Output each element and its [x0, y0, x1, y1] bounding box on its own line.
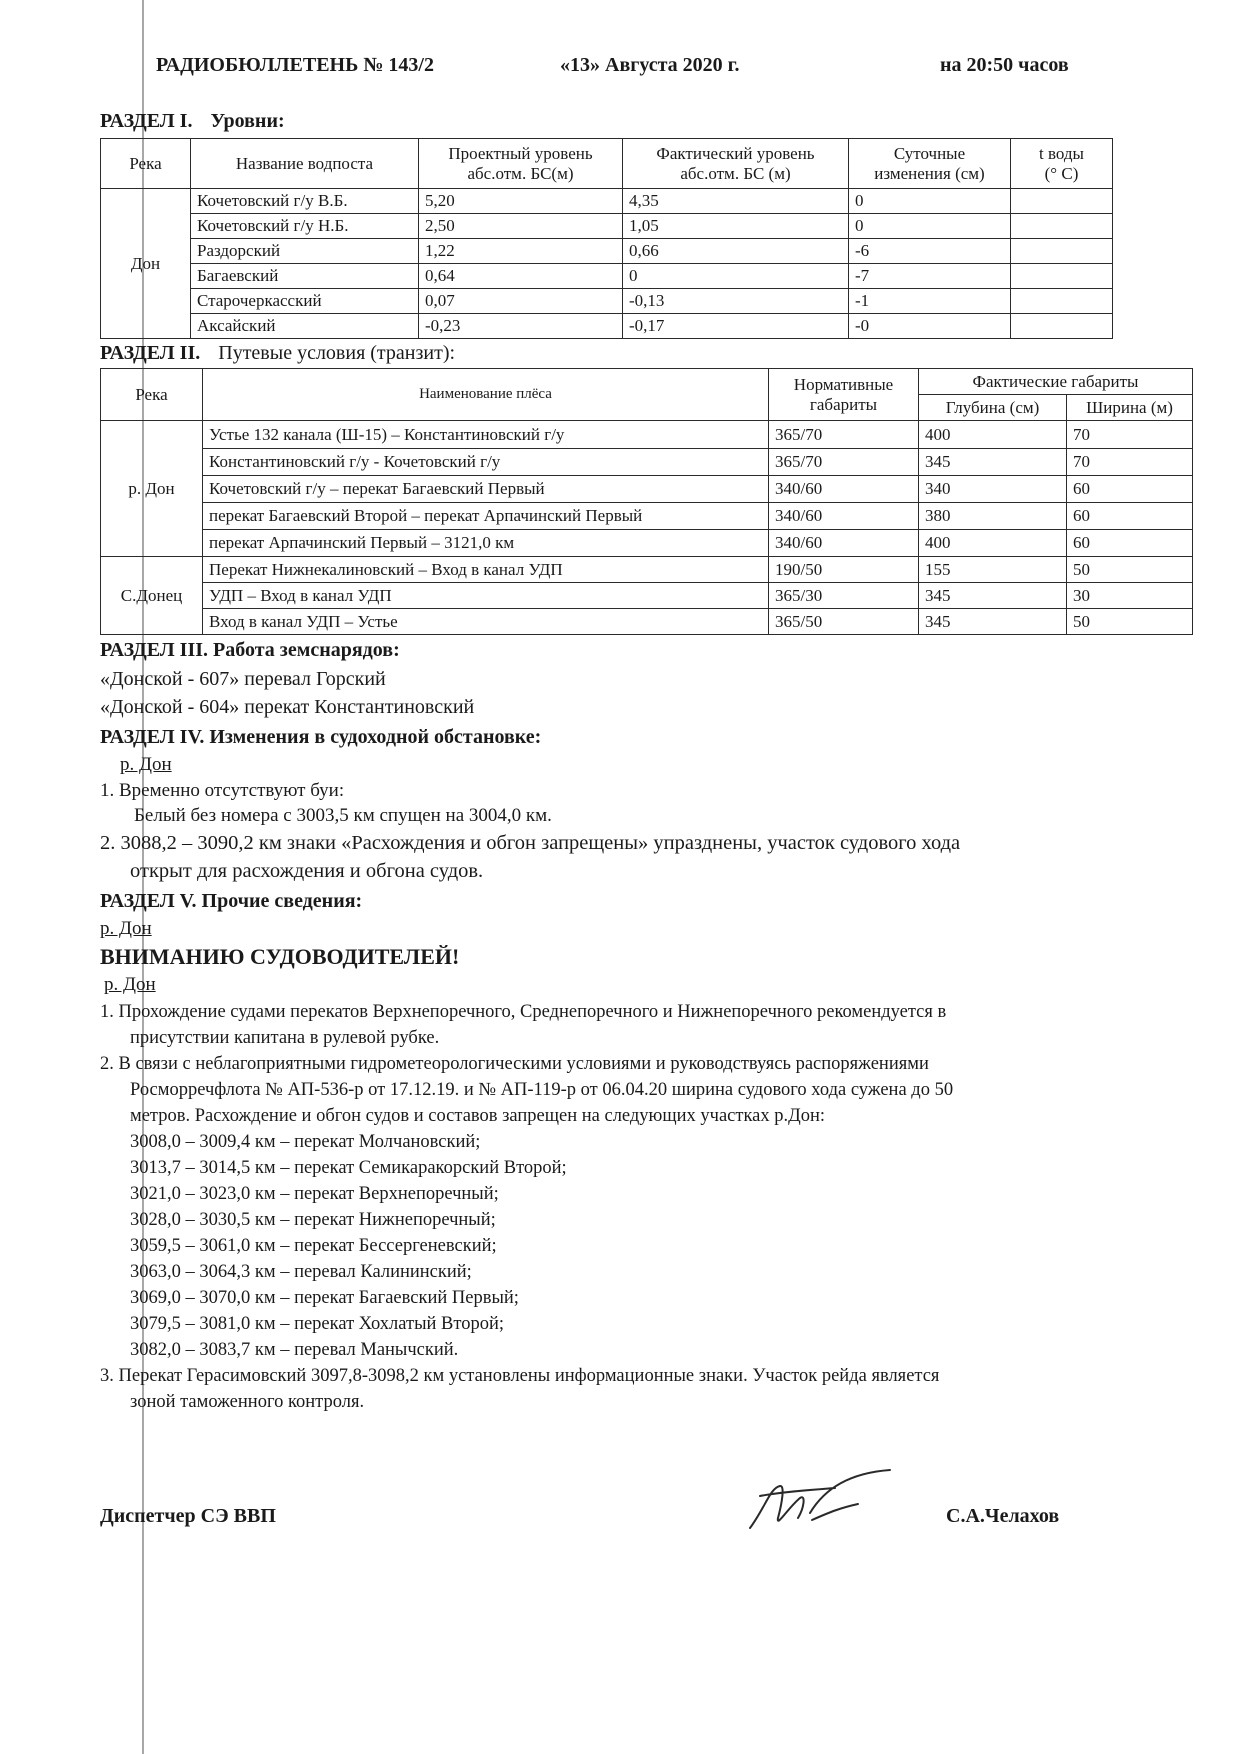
norm-dims: 365/50: [769, 609, 919, 635]
actual-width: 50: [1067, 609, 1193, 635]
table-row: [101, 557, 1193, 583]
stretch-name: перекат Багаевский Второй – перекат Арпачинский Первый: [203, 503, 769, 530]
transit-header-row: [101, 369, 1193, 395]
water-temp: [1011, 239, 1113, 264]
actual-depth: 400: [919, 530, 1067, 557]
stretch-name: Кочетовский г/у – перекат Багаевский Первый: [203, 476, 769, 503]
list-item: 3021,0 – 3023,0 км – перекат Верхнепоречный;: [130, 1184, 499, 1204]
levels-header-river: Река: [101, 139, 191, 189]
actual-level: 0,66: [623, 239, 849, 264]
bulletin-number: РАДИОБЮЛЛЕТЕНЬ № 143/2: [156, 54, 434, 76]
actual-depth: 345: [919, 449, 1067, 476]
actual-width: 70: [1067, 449, 1193, 476]
list-item: 3008,0 – 3009,4 км – перекат Молчановский;: [130, 1132, 481, 1152]
levels-header-daily: Суточные изменения (см): [849, 139, 1011, 189]
actual-width: 60: [1067, 503, 1193, 530]
table-row: [101, 314, 1113, 339]
table-row: [101, 583, 1193, 609]
section4-river: р. Дон: [120, 754, 172, 775]
design-level: 0,64: [419, 264, 623, 289]
transit-header-river: Река: [101, 369, 203, 421]
table-row: [101, 214, 1113, 239]
water-temp: [1011, 189, 1113, 214]
table-row: [101, 503, 1193, 530]
stretch-name: перекат Арпачинский Первый – 3121,0 км: [203, 530, 769, 557]
water-temp: [1011, 214, 1113, 239]
table-row: [101, 476, 1193, 503]
levels-table: [100, 138, 1113, 339]
section5-title: РАЗДЕЛ V. Прочие сведения:: [100, 890, 363, 912]
actual-depth: 380: [919, 503, 1067, 530]
dispatcher-name: С.А.Челахов: [946, 1505, 1060, 1527]
attention-river: р. Дон: [104, 974, 156, 995]
dispatcher-position: Диспетчер СЭ ВВП: [100, 1505, 276, 1527]
norm-dims: 365/70: [769, 449, 919, 476]
actual-width: 50: [1067, 557, 1193, 583]
post-name: Багаевский: [191, 264, 419, 289]
section4-title: РАЗДЕЛ IV. Изменения в судоходной обстановке:: [100, 726, 542, 748]
section3-title: РАЗДЕЛ III. Работа земснарядов:: [100, 639, 400, 661]
bulletin-time: на 20:50 часов: [940, 54, 1069, 76]
actual-level: 4,35: [623, 189, 849, 214]
water-temp: [1011, 289, 1113, 314]
transit-header-depth: Глубина (см): [919, 395, 1067, 421]
attention-item2: 2. В связи с неблагоприятными гидрометеорологическими условиями и руководствуясь распоряжениями: [100, 1054, 929, 1074]
list-item: 3013,7 – 3014,5 км – перекат Семикаракорский Второй;: [130, 1158, 567, 1178]
actual-depth: 345: [919, 583, 1067, 609]
attention-item2-cont: Росморречфлота № АП-536-р от 17.12.19. и № АП-119-р от 06.04.20 ширина судового хода сужена до 50: [130, 1080, 954, 1100]
norm-dims: 340/60: [769, 503, 919, 530]
daily-change: -0: [849, 314, 1011, 339]
table-row: [101, 264, 1113, 289]
section4-item2-cont: открыт для расхождения и обгона судов.: [130, 860, 484, 882]
attention-title: ВНИМАНИЮ СУДОВОДИТЕЛЕЙ!: [100, 944, 460, 969]
daily-change: -1: [849, 289, 1011, 314]
section2-subtitle: Путевые условия (транзит):: [218, 342, 456, 364]
transit-river-cell: р. Дон: [101, 421, 203, 557]
levels-header-design: Проектный уровень абс.отм. БС(м): [419, 139, 623, 189]
section5-river: р. Дон: [100, 918, 152, 939]
list-item: 3079,5 – 3081,0 км – перекат Хохлатый Второй;: [130, 1314, 505, 1334]
water-temp: [1011, 314, 1113, 339]
post-name: Раздорский: [191, 239, 419, 264]
actual-depth: 345: [919, 609, 1067, 635]
norm-dims: 365/30: [769, 583, 919, 609]
levels-header-actual: Фактический уровень абс.отм. БС (м): [623, 139, 849, 189]
actual-width: 30: [1067, 583, 1193, 609]
actual-width: 60: [1067, 476, 1193, 503]
table-row: [101, 449, 1193, 476]
list-item: 3082,0 – 3083,7 км – перевал Манычский.: [130, 1340, 459, 1360]
levels-river-cell: Дон: [101, 189, 191, 339]
design-level: 2,50: [419, 214, 623, 239]
transit-header-actual: Фактические габариты: [919, 369, 1193, 395]
actual-level: 0: [623, 264, 849, 289]
section4-item2: 2. 3088,2 – 3090,2 км знаки «Расхождения и обгон запрещены» упразднены, участок судового хода: [100, 832, 961, 854]
stretch-name: Устье 132 канала (Ш-15) – Константиновский г/у: [203, 421, 769, 449]
section1-heading: [100, 110, 285, 133]
dredger-line: «Донской - 607» перевал Горский: [100, 668, 386, 690]
levels-header-post: Название водпоста: [191, 139, 419, 189]
actual-level: -0,17: [623, 314, 849, 339]
section2-title: РАЗДЕЛ II.: [100, 342, 201, 364]
norm-dims: 340/60: [769, 476, 919, 503]
daily-change: 0: [849, 214, 1011, 239]
stretch-name: Константиновский г/у - Кочетовский г/у: [203, 449, 769, 476]
list-item: 3028,0 – 3030,5 км – перекат Нижнепоречный;: [130, 1210, 496, 1230]
water-temp: [1011, 264, 1113, 289]
section4-item1: 1. Временно отсутствуют буи:: [100, 780, 345, 801]
transit-table: [100, 368, 1193, 635]
transit-river-cell: С.Донец: [101, 557, 203, 635]
post-name: Кочетовский г/у Н.Б.: [191, 214, 419, 239]
table-row: [101, 289, 1113, 314]
actual-depth: 155: [919, 557, 1067, 583]
bulletin-date: «13» Августа 2020 г.: [560, 54, 740, 76]
transit-header-norm: Нормативные габариты: [769, 369, 919, 421]
list-item: 3063,0 – 3064,3 км – перевал Калининский;: [130, 1262, 472, 1282]
stretch-name: Перекат Нижнекалиновский – Вход в канал УДП: [203, 557, 769, 583]
section2-heading: [100, 342, 455, 365]
post-name: Аксайский: [191, 314, 419, 339]
table-row: [101, 421, 1193, 449]
table-row: [101, 239, 1113, 264]
table-row: [101, 189, 1113, 214]
actual-width: 70: [1067, 421, 1193, 449]
section1-subtitle: Уровни:: [210, 110, 285, 132]
attention-item2-cont: метров. Расхождение и обгон судов и составов запрещен на следующих участках р.Дон:: [130, 1106, 826, 1126]
dredger-line: «Донской - 604» перекат Константиновский: [100, 696, 475, 718]
actual-level: 1,05: [623, 214, 849, 239]
actual-width: 60: [1067, 530, 1193, 557]
design-level: 1,22: [419, 239, 623, 264]
attention-item1: 1. Прохождение судами перекатов Верхнепоречного, Среднепоречного и Нижнепоречного рекомендуется в: [100, 1002, 947, 1022]
table-row: [101, 530, 1193, 557]
attention-item3-cont: зоной таможенного контроля.: [130, 1392, 365, 1412]
levels-header-temp: t воды (° С): [1011, 139, 1113, 189]
daily-change: -7: [849, 264, 1011, 289]
transit-header-width: Ширина (м): [1067, 395, 1193, 421]
attention-item1-cont: присутствии капитана в рулевой рубке.: [130, 1028, 440, 1048]
stretch-name: Вход в канал УДП – Устье: [203, 609, 769, 635]
actual-depth: 340: [919, 476, 1067, 503]
transit-header-stretch: Наименование плёса: [203, 369, 769, 421]
actual-depth: 400: [919, 421, 1067, 449]
norm-dims: 190/50: [769, 557, 919, 583]
design-level: -0,23: [419, 314, 623, 339]
actual-level: -0,13: [623, 289, 849, 314]
section1-title: РАЗДЕЛ I.: [100, 110, 193, 132]
section4-item1-sub: Белый без номера с 3003,5 км спущен на 3004,0 км.: [134, 805, 552, 826]
levels-header-row: [101, 139, 1113, 189]
daily-change: -6: [849, 239, 1011, 264]
attention-item3: 3. Перекат Герасимовский 3097,8-3098,2 км установлены информационные знаки. Участок рейда является: [100, 1366, 940, 1386]
design-level: 0,07: [419, 289, 623, 314]
design-level: 5,20: [419, 189, 623, 214]
stretch-name: УДП – Вход в канал УДП: [203, 583, 769, 609]
norm-dims: 340/60: [769, 530, 919, 557]
norm-dims: 365/70: [769, 421, 919, 449]
handwritten-signature-icon: [740, 1468, 900, 1548]
post-name: Старочеркасский: [191, 289, 419, 314]
daily-change: 0: [849, 189, 1011, 214]
post-name: Кочетовский г/у В.Б.: [191, 189, 419, 214]
list-item: 3059,5 – 3061,0 км – перекат Бессергеневский;: [130, 1236, 497, 1256]
list-item: 3069,0 – 3070,0 км – перекат Багаевский Первый;: [130, 1288, 519, 1308]
table-row: [101, 609, 1193, 635]
